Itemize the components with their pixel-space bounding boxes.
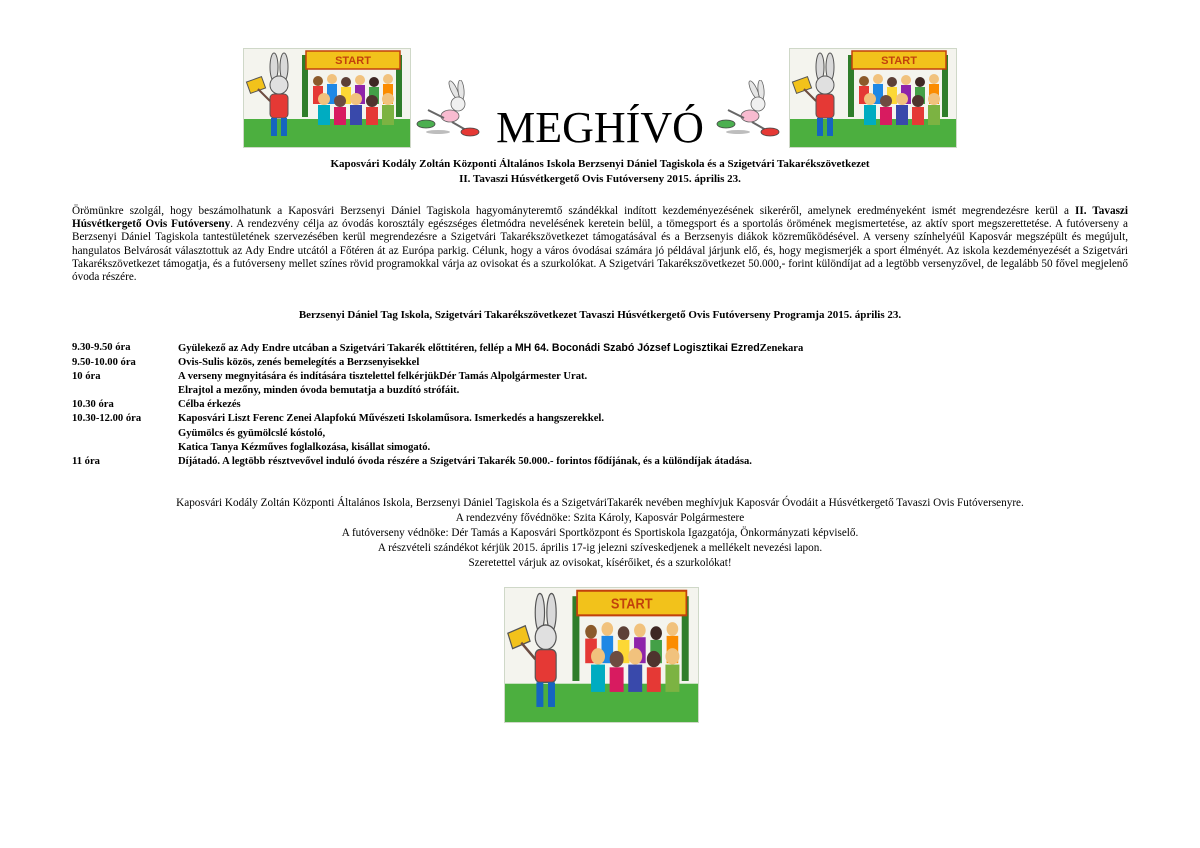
schedule-row <box>72 455 1132 469</box>
intro-text-2: . A rendezvény célja az óvodás korosztály egészséges életmódra nevelésének keretein belül, a tömegsport és a sportolás örömének megismertetése, az aktív sport megszerettetése. A futóverseny a Berzsenyi Dániel Tagiskola tantestületének szervezésében kerül megrendezésre a Szigetvári Takarékszövetkezet támogatásával és a Berzsenyis diákok közreműködésével. A verseny színhelyéül Kaposvár megszépült és megújult, hangulatos Belvárosát választottuk az Ady Endre utcától a Főtéren át az Európa parkig. Célunk, hogy a város óvodásai számára jó példával járjunk elő, és, hogy megismerjék a sport élményét. Az iskola kezdeményezését a Szigetvári Takarékszövetkezet támogatja, és a futóverseny mellet színes rövid programokkal várja az ovisokat és a szurkolókat. A Szigetvári Takarékszövetkezet 50.000,- forint különdíjat ad a legtöbb versenyzővel, de legalább 50 fővel megjelenő óvoda részére. <box>72 218 1128 284</box>
event-line: II. Tavaszi Húsvétkergető Ovis Futóverseny 2015. április 23. <box>459 173 741 185</box>
intro-text-1: Örömünkre szolgál, hogy beszámolhatunk a Kaposvári Berzsenyi Dániel Tagiskola hagyományteremtő szándékkal indított kezdeményezésének sikeréről, amelynek eredményeként ismét megrendezésre kerül a <box>72 205 1076 217</box>
schedule-desc-text: Gyülekező az Ady Endre utcában a Szigetvári Takarék előttitéren, fellép a <box>178 343 515 354</box>
closing-section <box>0 496 1200 571</box>
schedule-row <box>72 412 1132 426</box>
running-bunny-right-icon <box>714 80 784 140</box>
closing-patron: A rendezvény fővédnöke: Szita Károly, Kaposvár Polgármestere <box>455 512 745 524</box>
schedule-row <box>72 341 1132 356</box>
schedule-desc: Katica Tanya Kézműves foglalkozása, kisállat simogató. <box>178 441 431 453</box>
schedule-desc <box>178 341 1132 356</box>
schedule-time <box>72 427 178 441</box>
race-illustration-left <box>243 48 411 148</box>
schedule-time: 9.30-9.50 óra <box>72 342 131 353</box>
schedule-desc-after: Zenekara <box>759 343 804 354</box>
schedule-desc: Ovis-Sulis közös, zenés bemelegítés a Berzsenyisekkel <box>178 357 420 369</box>
organizer-line: Kaposvári Kodály Zoltán Központi Általános Iskola Berzsenyi Dániel Tagiskola és a Szigetvári Takarékszövetkezet <box>330 158 870 170</box>
schedule-desc: Elrajtol a mezőny, minden óvoda bemutatja a buzdító strófáit. <box>178 385 460 397</box>
race-illustration-right <box>789 48 957 148</box>
page-title: MEGHÍVÓ <box>496 103 704 152</box>
schedule-time: 10.30 óra <box>72 399 114 411</box>
schedule-time: 10 óra <box>72 371 101 383</box>
schedule-time <box>72 441 178 455</box>
schedule-desc: Célba érkezés <box>178 399 241 411</box>
schedule-time: 9.50-10.00 óra <box>72 357 136 369</box>
race-illustration-bottom <box>504 587 699 723</box>
schedule-row <box>72 370 1132 384</box>
band-name: MH 64. Boconádi Szabó József Logisztikai Ezred <box>514 342 760 354</box>
schedule-desc: Díjátadó. A legtöbb résztvevővel induló óvoda részére a Szigetvári Takarék 50.000.- forintos fődíjának, és a különdíjak átadása. <box>178 455 752 467</box>
intro-event-name: II. Tavaszi Húsvétkergető Ovis Futóverseny <box>72 205 1129 231</box>
schedule-desc: Gyümölcs és gyümölcslé kóstoló, <box>178 427 326 439</box>
schedule-row <box>72 384 1132 398</box>
closing-deadline: A részvételi szándékot kérjük 2015. április 17-ig jelezni szíveskedjenek a mellékelt nevezési lapon. <box>377 542 823 554</box>
schedule-row <box>72 398 1132 412</box>
schedule-time <box>72 384 178 398</box>
schedule-table <box>72 341 1132 469</box>
closing-greeting: Szeretettel várjuk az ovisokat, kísérőiket, és a szurkolókat! <box>468 557 732 569</box>
schedule-row <box>72 441 1132 455</box>
schedule-desc: A verseny megnyitására és indítására tisztelettel felkérjükDér Tamás Alpolgármester Urat. <box>178 371 588 383</box>
running-bunny-left-icon <box>414 80 484 140</box>
schedule-row <box>72 356 1132 370</box>
closing-invitation: Kaposvári Kodály Zoltán Központi Általános Iskola, Berzsenyi Dániel Tagiskola és a SzigetváriTakarék nevében meghívjuk Kaposvár Óvodáit a Húsvétkergető Tavaszi Ovis Futóversenyre. <box>176 497 1024 509</box>
intro-paragraph <box>72 205 1128 284</box>
schedule-row <box>72 427 1132 441</box>
schedule-time: 11 óra <box>72 455 100 467</box>
closing-sponsor: A futóverseny védnöke: Dér Tamás a Kaposvári Sportközpont és Sportiskola Igazgatója, Önkormányzati képviselő. <box>341 527 859 539</box>
schedule-desc: Kaposvári Liszt Ferenc Zenei Alapfokú Művészeti Iskolaműsora. Ismerkedés a hangszerekkel. <box>178 413 604 425</box>
program-title: Berzsenyi Dániel Tag Iskola, Szigetvári Takarékszövetkezet Tavaszi Húsvétkergető Ovis Futóverseny Programja 2015. április 23. <box>298 309 902 321</box>
schedule-time: 10.30-12.00 óra <box>72 413 142 425</box>
